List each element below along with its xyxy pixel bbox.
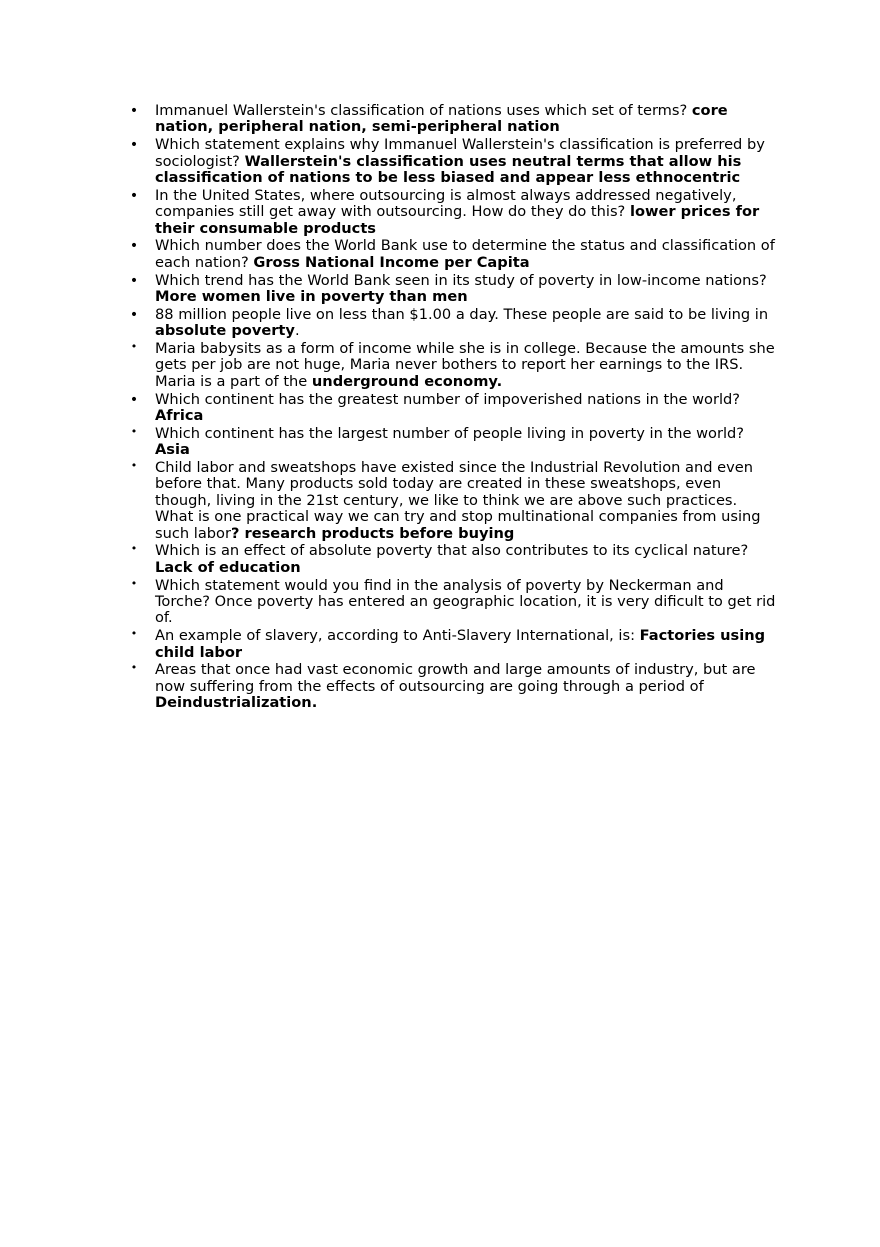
answer-text: Lack of education [155,558,301,576]
answer-text: Deindustrialization. [155,694,318,712]
question-text: Which statement would you find in the analysis of poverty by Neckerman and Torche? Once poverty has entered an geographic location, it is very dificult to get rid of. [155,576,776,627]
bullet-icon: • [130,661,138,675]
answer-suffix: . [294,322,300,340]
answer-text: core nation, peripheral nation, semi-peripheral nation [155,102,728,136]
bullet-icon: • [129,137,139,154]
question-answer-list [129,102,780,713]
bullet-icon: • [130,424,138,438]
question-text: 88 million people live on less than $1.00 a day. These people are said to be living in [155,305,769,323]
list-item [130,576,780,627]
question-text: An example of slavery, according to Anti-Slavery International, is: [155,627,640,645]
answer-text: Gross National Income per Capita [253,253,530,271]
bullet-icon: • [129,272,139,289]
bullet-icon: • [130,542,138,556]
question-text: In the United States, where outsourcing is almost always addressed negatively, companies still get away with outsourcing. How do they do this? [155,186,737,221]
question-text: Which trend has the World Bank seen in its study of poverty in low-income nations? [155,271,767,289]
list-item [130,459,780,542]
question-text: Which is an effect of absolute poverty that also contributes to its cyclical nature? [155,542,749,560]
question-text: Maria babysits as a form of income while she is in college. Because the amounts she gets per job are not huge, Maria never bothers to report her earnings to the IRS. Maria is a part of the [155,340,775,390]
answer-text: underground economy. [311,372,503,390]
question-text: Which continent has the greatest number of impoverished nations in the world? [155,390,741,408]
list-item [129,186,780,237]
list-item [130,627,780,661]
list-item [129,305,780,340]
question-text: Child labor and sweatshops have existed since the Industrial Revolution and even before that. Many products sold today are created in these sweatshops, even though, living in the 21st century, we like to think we are above such practices. What is one practical way we can try and stop multinational companies from using such labor [155,459,761,542]
list-item [130,661,780,712]
list-item [130,340,780,390]
list-item [129,390,780,425]
bullet-icon: • [130,627,138,641]
answer-text: Asia [155,441,190,459]
bullet-icon: • [129,306,139,323]
bullet-icon: • [129,187,139,204]
bullet-icon: • [130,576,138,590]
answer-text: Wallerstein's classification uses neutral terms that allow his classification of nations to be less biased and appear less ethnocentric [155,152,742,187]
bullet-icon: • [129,238,139,255]
answer-text: lower prices for their consumable products [155,203,760,237]
question-text: Which statement explains why Immanuel Wallerstein's classification is preferred by sociologist? [155,136,765,170]
question-text: Areas that once had vast economic growth and large amounts of industry, but are now suffering from the effects of outsourcing are going through a period of [155,661,756,695]
bullet-icon: • [130,459,138,473]
list-item [129,136,780,187]
answer-text: Africa [155,407,204,425]
bullet-icon: • [130,340,138,354]
list-item [130,424,780,459]
answer-text: Factories using child labor [155,627,766,661]
question-text: Immanuel Wallerstein's classification of nations uses which set of terms? [155,102,692,119]
answer-text: absolute poverty [155,322,295,340]
answer-text: ? research products before buying [230,524,515,542]
list-item [129,271,780,306]
question-text: Which number does the World Bank use to determine the status and classification of each nation? [155,237,775,271]
bullet-icon: • [129,391,139,408]
list-item [129,237,780,271]
bullet-icon: • [129,103,139,119]
answer-text: More women live in poverty than men [155,288,468,306]
list-item [129,102,780,136]
list-item [130,542,780,576]
question-text: Which continent has the largest number of people living in poverty in the world? [155,424,745,442]
